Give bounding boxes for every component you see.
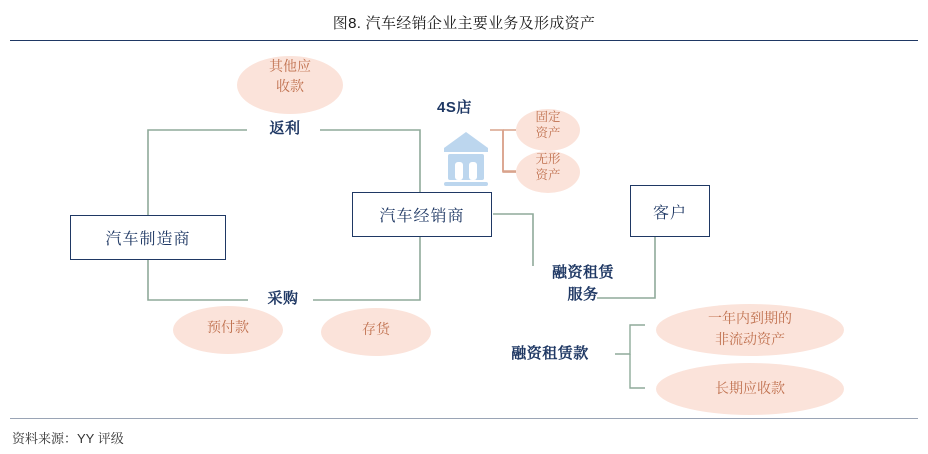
flow-lease-service-line1: 融资租赁: [551, 264, 614, 281]
node-dealer[interactable]: 汽车经销商: [352, 192, 492, 237]
ellipse-prepayment: [173, 306, 283, 354]
label-current-portion-line1: 一年内到期的: [708, 310, 792, 327]
flow-lease-receivable: 融资租赁款: [511, 345, 589, 362]
node-customer[interactable]: 客户: [630, 185, 710, 237]
ellipse-current-portion: [656, 304, 844, 356]
bottom-divider: [10, 418, 918, 419]
asset-bracket-arms: [503, 130, 516, 171]
node-manufacturer[interactable]: 汽车制造商: [70, 215, 226, 260]
page-title: 图8. 汽车经销企业主要业务及形成资产: [332, 15, 596, 32]
lease-line-left: [493, 214, 533, 266]
label-other-receivable-line1: 其他应: [269, 58, 311, 75]
flow-lease-service-line2: 服务: [567, 286, 599, 303]
lease-bracket-lower: [630, 354, 645, 388]
label-fixed-asset-line1: 固定: [535, 110, 561, 124]
label-intangible-asset-line1: 无形: [535, 152, 561, 166]
label-long-term-receivable: 长期应收款: [715, 380, 785, 397]
source-note: 资料来源：YY 评级: [12, 431, 124, 446]
rebate-line-left: [148, 130, 247, 215]
rebate-line-right: [320, 130, 420, 192]
shop-label: 4S店: [437, 99, 472, 116]
label-other-receivable-line2: 收款: [276, 78, 304, 95]
label-inventory: 存货: [362, 321, 390, 338]
ellipse-other-receivable: [237, 56, 343, 114]
label-prepayment: 预付款: [207, 319, 249, 336]
purchase-line-right: [313, 232, 420, 300]
flow-rebate: 返利: [269, 120, 301, 137]
ellipse-inventory: [321, 308, 431, 356]
label-current-portion-line2: 非流动资产: [715, 331, 785, 348]
ellipse-long-term-receivable: [656, 363, 844, 415]
flow-purchase: 采购: [267, 290, 299, 307]
label-fixed-asset-line2: 资产: [535, 126, 561, 140]
shop-icon: [444, 132, 488, 186]
lease-bracket-upper: [615, 325, 645, 354]
label-intangible-asset-line2: 资产: [535, 168, 561, 182]
